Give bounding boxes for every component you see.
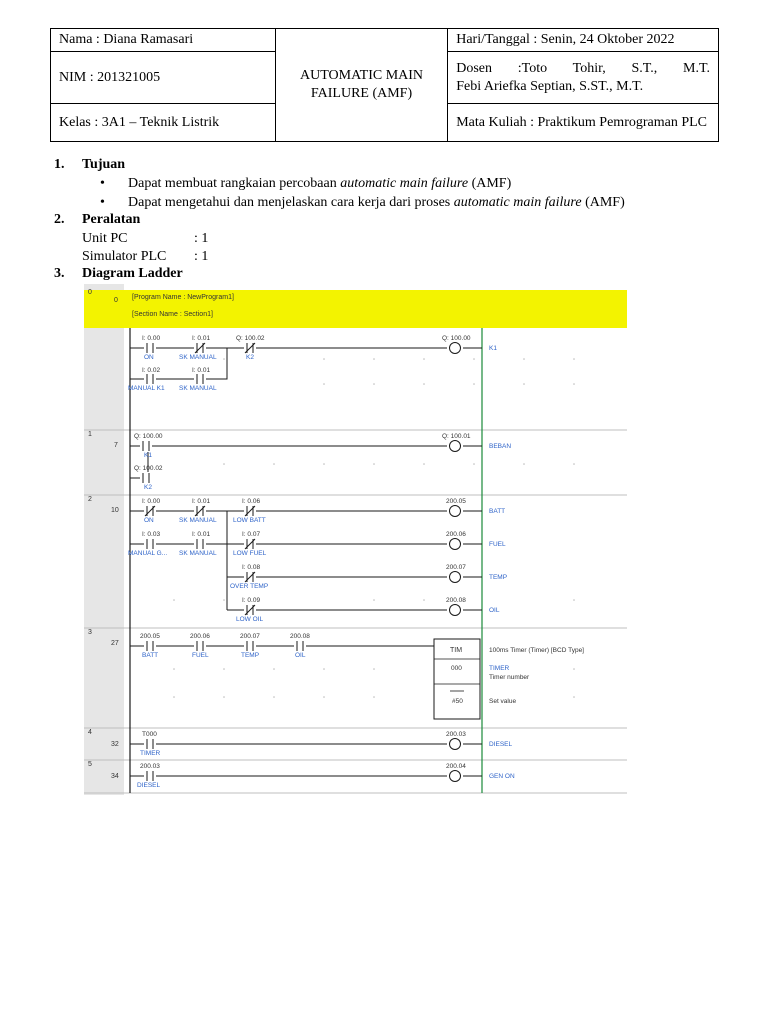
svg-text:GEN ON: GEN ON (489, 773, 515, 780)
svg-text:32: 32 (111, 741, 119, 748)
tujuan-bullet-2: • Dapat mengetahui dan menjelaskan cara kerja dari proses automatic main failure (AMF) (100, 195, 625, 210)
contact-no (140, 440, 152, 452)
svg-text:200.07: 200.07 (446, 564, 466, 571)
svg-text:Q: 100.02: Q: 100.02 (236, 335, 265, 342)
coil-k1 (450, 343, 461, 354)
ladder-diagram (84, 284, 627, 795)
timer-description: 100ms Timer (Timer) [BCD Type] (489, 647, 584, 654)
svg-text:I: 0.01: I: 0.01 (192, 531, 211, 538)
dosen-line2: Febi Ariefka Septian, S.ST., M.T. (456, 78, 644, 94)
dosen-cell (448, 52, 719, 104)
svg-text:BATT: BATT (489, 508, 506, 515)
svg-text:SK MANUAL: SK MANUAL (179, 385, 217, 392)
svg-text:Q: 100.01: Q: 100.01 (442, 433, 471, 440)
svg-text:FUEL: FUEL (489, 541, 506, 548)
svg-text:K1: K1 (489, 345, 497, 352)
program-name: [Program Name : NewProgram1] (132, 294, 234, 301)
contact-nc (244, 604, 256, 616)
contact-nc (244, 505, 256, 517)
kelas-cell: Kelas : 3A1 – Teknik Listrik (51, 104, 276, 142)
svg-text:OIL: OIL (295, 652, 306, 659)
coil-fuel (450, 539, 461, 550)
svg-text:FUEL: FUEL (192, 652, 209, 659)
svg-text:200.05: 200.05 (446, 498, 466, 505)
svg-text:I: 0.00: I: 0.00 (142, 498, 161, 505)
judul-line2: FAILURE (AMF) (310, 86, 413, 101)
nim-cell: NIM : 201321005 (51, 52, 276, 104)
svg-text:Q: 100.00: Q: 100.00 (442, 335, 471, 342)
svg-text:Q: 100.02: Q: 100.02 (134, 465, 163, 472)
svg-text:T000: T000 (142, 731, 157, 738)
svg-text:I: 0.08: I: 0.08 (242, 564, 261, 571)
svg-text:DIESEL: DIESEL (489, 741, 513, 748)
svg-text:SK MANUAL: SK MANUAL (179, 550, 217, 557)
svg-text:I: 0.01: I: 0.01 (192, 367, 211, 374)
svg-text:I: 0.03: I: 0.03 (142, 531, 161, 538)
section-2-title: Peralatan (82, 212, 141, 227)
contact-nc (244, 571, 256, 583)
svg-text:TEMP: TEMP (241, 652, 260, 659)
svg-text:I: 0.06: I: 0.06 (242, 498, 261, 505)
svg-text:ON: ON (144, 517, 154, 524)
svg-text:LOW OIL: LOW OIL (236, 616, 264, 623)
svg-text:I: 0.01: I: 0.01 (192, 498, 211, 505)
contact-no (144, 640, 156, 652)
timer-title: TIM (450, 647, 463, 654)
svg-text:I: 0.02: I: 0.02 (142, 367, 161, 374)
svg-text:0: 0 (114, 297, 118, 304)
contact-no (144, 738, 156, 750)
svg-text:0: 0 (88, 289, 92, 296)
svg-text:DIESEL: DIESEL (137, 782, 161, 789)
contact-nc (144, 505, 156, 517)
svg-text:200.04: 200.04 (446, 763, 466, 770)
svg-text:I: 0.07: I: 0.07 (242, 531, 261, 538)
contact-no (140, 472, 152, 484)
dosen-line1: Dosen :Toto Tohir, S.T., M.T. (456, 60, 710, 76)
svg-text:I: 0.09: I: 0.09 (242, 597, 261, 604)
svg-text:200.08: 200.08 (290, 633, 310, 640)
coil-temp (450, 572, 461, 583)
contact-nc (244, 538, 256, 550)
svg-text:LOW BATT: LOW BATT (233, 517, 266, 524)
timer-number-label: Timer number (489, 674, 530, 681)
svg-text:1: 1 (88, 431, 92, 438)
contact-no (144, 373, 156, 385)
contact-nc (194, 342, 206, 354)
contact-no (144, 538, 156, 550)
matkul-cell: Mata Kuliah : Praktikum Pemrograman PLC (448, 104, 719, 142)
ladder-background (84, 284, 627, 795)
svg-text:MANUAL K1: MANUAL K1 (128, 385, 165, 392)
svg-text:TIMER: TIMER (140, 750, 161, 757)
svg-text:TEMP: TEMP (489, 574, 508, 581)
contact-no (194, 373, 206, 385)
svg-text:K2: K2 (246, 354, 254, 361)
bullet-icon: • (100, 195, 105, 210)
contact-no (294, 640, 306, 652)
coil-oil (450, 605, 461, 616)
svg-text:200.03: 200.03 (446, 731, 466, 738)
svg-text:200.05: 200.05 (140, 633, 160, 640)
tanggal-cell: Hari/Tanggal : Senin, 24 Oktober 2022 (448, 29, 719, 52)
svg-text:5: 5 (88, 761, 92, 768)
contact-no (144, 770, 156, 782)
contact-no (244, 640, 256, 652)
peralatan-item-1: Unit PC : 1 (82, 231, 209, 246)
judul-cell (275, 29, 447, 142)
section-1-title: Tujuan (82, 157, 126, 172)
contact-no (194, 640, 206, 652)
svg-text:200.08: 200.08 (446, 597, 466, 604)
section-name: [Section Name : Section1] (132, 311, 213, 318)
svg-text:27: 27 (111, 640, 119, 647)
svg-text:ON: ON (144, 354, 154, 361)
svg-text:34: 34 (111, 773, 119, 780)
svg-text:4: 4 (88, 729, 92, 736)
timer-set-label: Set value (489, 698, 517, 705)
rung-number-column (84, 284, 124, 795)
tujuan-bullet-1: • Dapat membuat rangkaian percobaan automatic main failure (AMF) (100, 176, 512, 191)
coil-beban (450, 441, 461, 452)
svg-text:K1: K1 (144, 452, 152, 459)
svg-text:I: 0.00: I: 0.00 (142, 335, 161, 342)
svg-text:SK MANUAL: SK MANUAL (179, 517, 217, 524)
nama-cell: Nama : Diana Ramasari (51, 29, 276, 52)
timer-name: TIMER (489, 665, 510, 672)
svg-text:3: 3 (88, 629, 92, 636)
header-table (50, 28, 719, 142)
timer-set-value: #50 (452, 698, 463, 705)
bullet-icon: • (100, 176, 105, 191)
svg-text:OVER TEMP: OVER TEMP (230, 583, 269, 590)
coil-diesel (450, 739, 461, 750)
coil-batt (450, 506, 461, 517)
svg-text:BATT: BATT (142, 652, 159, 659)
contact-nc (244, 342, 256, 354)
svg-text:LOW FUEL: LOW FUEL (233, 550, 267, 557)
section-1-number: 1. (54, 157, 65, 172)
svg-text:200.07: 200.07 (240, 633, 260, 640)
contact-no (144, 342, 156, 354)
section-3-title: Diagram Ladder (82, 266, 183, 281)
svg-text:200.03: 200.03 (140, 763, 160, 770)
svg-text:SK MANUAL: SK MANUAL (179, 354, 217, 361)
peralatan-item-2: Simulator PLC : 1 (82, 249, 209, 264)
svg-text:K2: K2 (144, 484, 152, 491)
coil-gen-on (450, 771, 461, 782)
svg-text:200.06: 200.06 (190, 633, 210, 640)
section-2-number: 2. (54, 212, 65, 227)
svg-text:Q: 100.00: Q: 100.00 (134, 433, 163, 440)
svg-text:200.06: 200.06 (446, 531, 466, 538)
svg-text:10: 10 (111, 507, 119, 514)
svg-text:7: 7 (114, 442, 118, 449)
svg-text:OIL: OIL (489, 607, 500, 614)
svg-text:BEBAN: BEBAN (489, 443, 512, 450)
timer-number: 000 (451, 665, 462, 672)
svg-text:MANUAL G...: MANUAL G... (128, 550, 168, 557)
section-3-number: 3. (54, 266, 65, 281)
svg-text:2: 2 (88, 496, 92, 503)
svg-text:I: 0.01: I: 0.01 (192, 335, 211, 342)
judul-line1: AUTOMATIC MAIN (300, 68, 424, 83)
contact-nc (194, 505, 206, 517)
contact-no (194, 538, 206, 550)
